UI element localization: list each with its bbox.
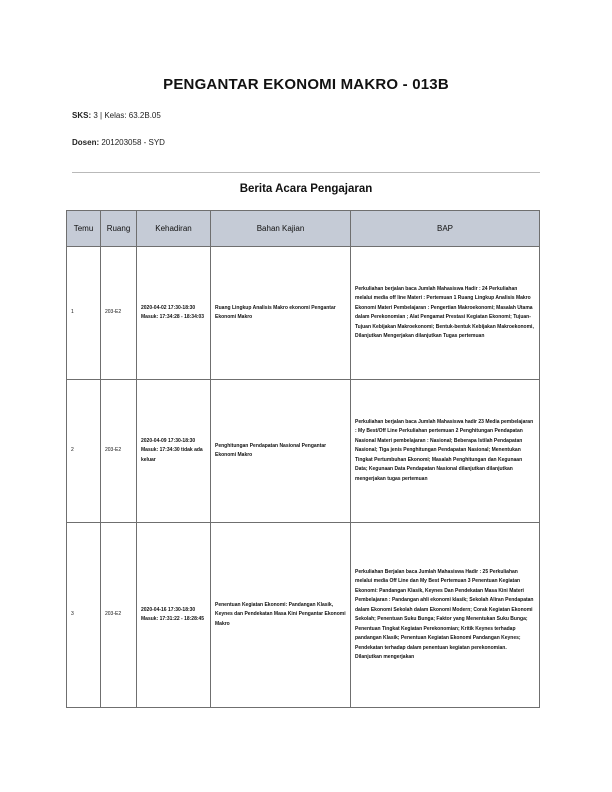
table-row bbox=[67, 523, 540, 708]
cell-kehadiran: 2020-04-02 17:30-18:30 Masuk: 17:34:28 - 18:34:03 bbox=[137, 247, 211, 380]
header-kehadiran: Kehadiran bbox=[137, 211, 211, 247]
header-bahan-kajian: Bahan Kajian bbox=[211, 211, 351, 247]
cell-kehadiran: 2020-04-16 17:30-18:30 Masuk: 17:31:22 - 18:28:45 bbox=[137, 523, 211, 708]
cell-bap: Perkuliahan Berjalan baca Jumlah Mahasiswa Hadir : 25 Perkuliahan melalui media Off Line dan My Best Pertemuan 3 Penentuan Kegiatan Ekonomi: Pandangan Klasik, Keynes Dan Pendekatan Masa Kini Materi Pembelajaran : Pandangan ahli ekonomi klasik; Sekolah Aliran Pendapatan dalam Ekonomi Sekolah dalam Ekonomi Modern; Corak Kegiatan Ekonomi Sekolah; Penentuan Suku Bunga; Faktor yang Menentukan Suku Bunga; Penentuan Tingkat Kegiatan Perekonomian; Kritik Keynes terhadap pandangan Klasik; Penentuan Kegiatan Ekonomi Pandangan Keynes; Pendekatan terhadap dalam penentuan kegiatan perekonomian. Dilanjutkan mengerjakan bbox=[351, 523, 540, 708]
course-title: PENGANTAR EKONOMI MAKRO - 013B bbox=[163, 76, 449, 93]
cell-bahan-kajian: Penentuan Kegiatan Ekonomi: Pandangan Klasik, Keynes dan Pendekatan Masa Kini Pengantar Ekonomi Makro bbox=[211, 523, 351, 708]
dosen-label: Dosen: bbox=[72, 138, 100, 147]
table-row bbox=[67, 247, 540, 380]
teaching-record-table bbox=[66, 210, 540, 708]
cell-temu: 1 bbox=[67, 247, 101, 380]
cell-bap: Perkuliahan berjalan baca Jumlah Mahasiswa hadir 23 Media pembelajaran : My Best/Off Line Perkuliahan pertemuan 2 Penghitungan Pendapatan Nasional Materi pembelajaran : Nasional; Beberapa Istilah Pendapatan Nasional; Tiga jenis Penghitungan Pendapatan Nasional; Menentukan Tingkat Pertumbuhan Ekonomi; Masalah Penghitungan dan Kegunaan Data; Kegunaan Data Pendapatan Nasional dilanjutkan dilanjutkan mengerjakan tugas pertemuan bbox=[351, 380, 540, 523]
header-ruang: Ruang bbox=[101, 211, 137, 247]
table-row bbox=[67, 380, 540, 523]
header-bap: BAP bbox=[351, 211, 540, 247]
cell-ruang: 203-E2 bbox=[101, 380, 137, 523]
cell-kehadiran: 2020-04-09 17:30-18:30 Masuk: 17:34:30 tidak ada keluar bbox=[137, 380, 211, 523]
lecturer-meta bbox=[72, 138, 165, 147]
sks-label: SKS: bbox=[72, 111, 92, 120]
cell-bahan-kajian: Penghitungan Pendapatan Nasional Pengantar Ekonomi Makro bbox=[211, 380, 351, 523]
cell-ruang: 203-E2 bbox=[101, 523, 137, 708]
course-meta bbox=[72, 111, 161, 120]
sks-value: 3 | Kelas: 63.2B.05 bbox=[93, 111, 161, 120]
cell-ruang: 203-E2 bbox=[101, 247, 137, 380]
cell-bahan-kajian: Ruang Lingkup Analisis Makro ekonomi Pengantar Ekonomi Makro bbox=[211, 247, 351, 380]
divider bbox=[72, 172, 540, 173]
dosen-value: 201203058 - SYD bbox=[101, 138, 165, 147]
cell-temu: 3 bbox=[67, 523, 101, 708]
cell-temu: 2 bbox=[67, 380, 101, 523]
section-title: Berita Acara Pengajaran bbox=[239, 183, 373, 195]
header-temu: Temu bbox=[67, 211, 101, 247]
table-header-row bbox=[67, 211, 540, 247]
cell-bap: Perkuliahan berjalan baca Jumlah Mahasiswa Hadir : 24 Perkuliahan melalui media off line Materi : Pertemuan 1 Ruang Lingkup Analisis Makro Ekonomi Materi Pembelajaran : Pengertian Makroekonomi; Masalah Utama dalam Perekonomian ; Alat Pengamat Prestasi Kegiatan Ekonomi; Tujuan-Tujuan Kebijakan Makroekonomi; Bentuk-bentuk Kebijakan Makroekonomi, Dilanjutkan Mengerjakan dilanjutkan Tugas pertemuan bbox=[351, 247, 540, 380]
